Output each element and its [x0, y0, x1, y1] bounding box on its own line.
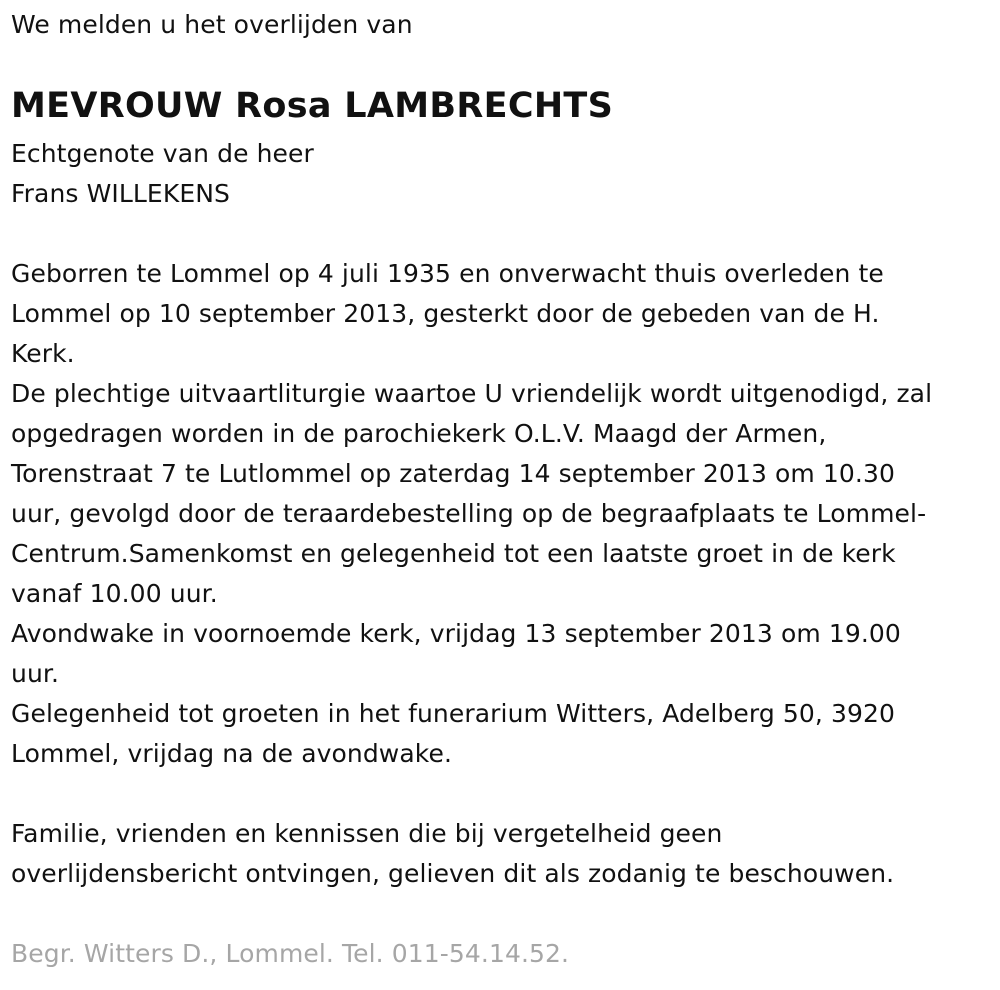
intro-text: We melden u het overlijden van [11, 10, 413, 39]
spouse-line: Echtgenote van de heer [11, 139, 314, 168]
body-line: Avondwake in voornoemde kerk, vrijdag 13 september 2013 om 19.00 [11, 619, 901, 648]
body-line: Gelegenheid tot groeten in het funerarium Witters, Adelberg 50, 3920 [11, 699, 895, 728]
closing-line: Familie, vrienden en kennissen die bij vergetelheid geen [11, 819, 723, 848]
body-line: Kerk. [11, 339, 75, 368]
closing-paragraph [11, 814, 894, 894]
closing-line: overlijdensbericht ontvingen, gelieven dit als zodanig te beschouwen. [11, 859, 895, 888]
body-line: uur. [11, 659, 60, 688]
body-line: Geborren te Lommel op 4 juli 1935 en onverwacht thuis overleden te [11, 259, 884, 288]
body-line: Torenstraat 7 te Lutlommel op zaterdag 14 september 2013 om 10.30 [11, 459, 895, 488]
spouse-block [11, 134, 314, 214]
body-line: Lommel, vrijdag na de avondwake. [11, 739, 452, 768]
funeral-home-footer: Begr. Witters D., Lommel. Tel. 011-54.14.52. [11, 939, 570, 968]
body-line: Lommel op 10 september 2013, gesterkt door de gebeden van de H. [11, 299, 880, 328]
body-line: vanaf 10.00 uur. [11, 579, 218, 608]
body-line: uur, gevolgd door de teraardebestelling op de begraafplaats te Lommel- [11, 499, 927, 528]
spouse-line: Frans WILLEKENS [11, 179, 230, 208]
body-line: Centrum.Samenkomst en gelegenheid tot een laatste groet in de kerk [11, 539, 896, 568]
body-line: opgedragen worden in de parochiekerk O.L.V. Maagd der Armen, [11, 419, 827, 448]
body-paragraph [11, 254, 932, 774]
deceased-name: MEVROUW Rosa LAMBRECHTS [11, 86, 614, 126]
body-line: De plechtige uitvaartliturgie waartoe U vriendelijk wordt uitgenodigd, zal [11, 379, 933, 408]
